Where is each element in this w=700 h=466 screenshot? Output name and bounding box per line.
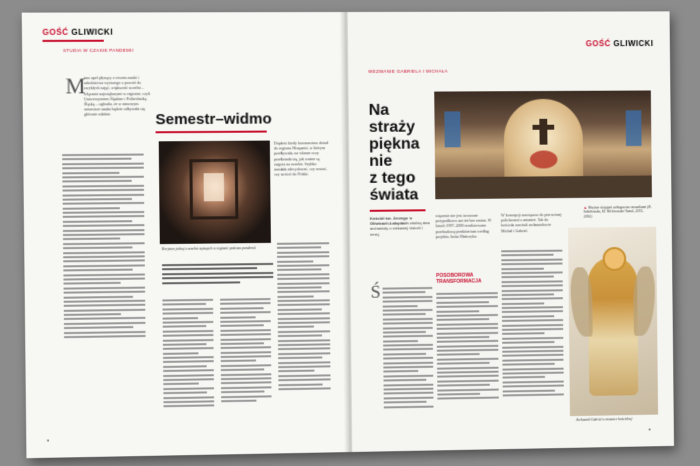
left-page xyxy=(22,12,349,458)
headline-line-2: straży xyxy=(368,118,416,136)
masthead-gliwicki: GLIWICKI xyxy=(71,27,114,37)
headline-line-4: nie xyxy=(369,152,393,170)
masthead-right xyxy=(586,39,654,48)
headline-line-6: świata xyxy=(369,186,419,204)
right-column-b: W koncepcji nawiązano do pierwotnej polichromii z antaniet. Tak do kościoła zawitali archaniołowie Michał i Gabriel. xyxy=(500,211,562,234)
right-body-column-3 xyxy=(501,250,564,399)
headline-line-1: Na xyxy=(368,101,390,119)
subhead: POSOBOROWA TRANSFORMACJA xyxy=(436,272,482,285)
side-column-text: Dopiero kiedy koronawirus dotarł do regionu Hiszpanii, w którym przebywała, na własne oczy przekonała się, jak ważne są zajęcia na uczelni. Szybko musiała zdecydować, czy zostać, czy wrócić do Polski. xyxy=(273,140,329,177)
church-caption: ▲ Wnętrze świątyni wzbogacone mozaikami (K. Sokołowska, M. Wichrowska-Tomal, 2015–2016). xyxy=(583,205,652,219)
church-caption-text: Wnętrze świątyni wzbogacone mozaikami xyxy=(587,205,647,210)
masthead-gliwicki-right: GLIWICKI xyxy=(613,39,654,49)
church-photo xyxy=(434,90,652,199)
body-column-1 xyxy=(62,154,145,341)
masthead-rule xyxy=(43,40,104,42)
body-column-4 xyxy=(277,242,331,392)
drop-cap-right: Ś xyxy=(370,281,381,302)
angel-caption: Archanioł Gabriel w mozaice kościelnej xyxy=(575,417,633,422)
corridor-photo xyxy=(159,141,271,245)
headline-line-3: piękna xyxy=(368,135,420,153)
drop-cap: M xyxy=(65,73,86,99)
headline-rule xyxy=(156,131,267,133)
lead-rest: zdobią dwa archanioły o ciekawej historii i mnej. xyxy=(369,220,430,237)
right-body-column-2 xyxy=(436,292,499,402)
body-column-3 xyxy=(220,298,271,405)
intro-text: imo apel płynący z resortu nauki i szkolnictwa wyższego o powrót do zwykłych zajęć, większość uczelni – włącznie największymi w regionie, czyli Uniwersytetem Śląskim i Politechniką Śląską – ogłosiła, że w zimowym semestrze nauka będzie odbywała się głównie zdalnie. xyxy=(83,74,151,118)
kicker: STUDIA W CZASIE PANDEMII xyxy=(63,47,134,53)
boxed-quote xyxy=(162,263,273,286)
headline-rule-right xyxy=(370,209,426,212)
kicker-right: WEZWANIE GABRIELA I MICHAŁA xyxy=(368,68,448,74)
lead-bold: Kościół św. Jerzego w Gliwicach-Łabędach xyxy=(369,215,413,227)
headline-line-5: z tego xyxy=(369,169,416,187)
angel-mosaic-photo xyxy=(568,227,658,416)
magazine-spread xyxy=(22,11,674,458)
page-number-right: ● xyxy=(648,426,651,432)
masthead-left xyxy=(42,28,113,37)
lead-paragraph xyxy=(370,215,432,236)
church-credit: (K. Sokołowska, M. Wichrowska-Tomal, 2015–2016). xyxy=(583,205,652,219)
right-body-column-1 xyxy=(383,287,434,410)
headline-block xyxy=(369,102,421,204)
right-column-a: więcenie nie jest tworzone przypadkowo ani też bez zmian. W latach 1997–2000 zrealizowano przebudowę prezbiterium według projektu Jacka Mańczyka. xyxy=(435,212,492,239)
masthead-gosc: GOŚĆ xyxy=(42,27,69,37)
photo-caption: Korytarz jednej z uczelni wyższych w regionie podczas pandemii xyxy=(161,246,256,252)
body-column-2 xyxy=(162,299,214,410)
masthead-gosc-right: GOŚĆ xyxy=(585,39,611,49)
page-title: Semestr–widmo xyxy=(155,110,272,129)
right-page xyxy=(348,11,674,452)
page-number-left: ● xyxy=(46,437,50,443)
